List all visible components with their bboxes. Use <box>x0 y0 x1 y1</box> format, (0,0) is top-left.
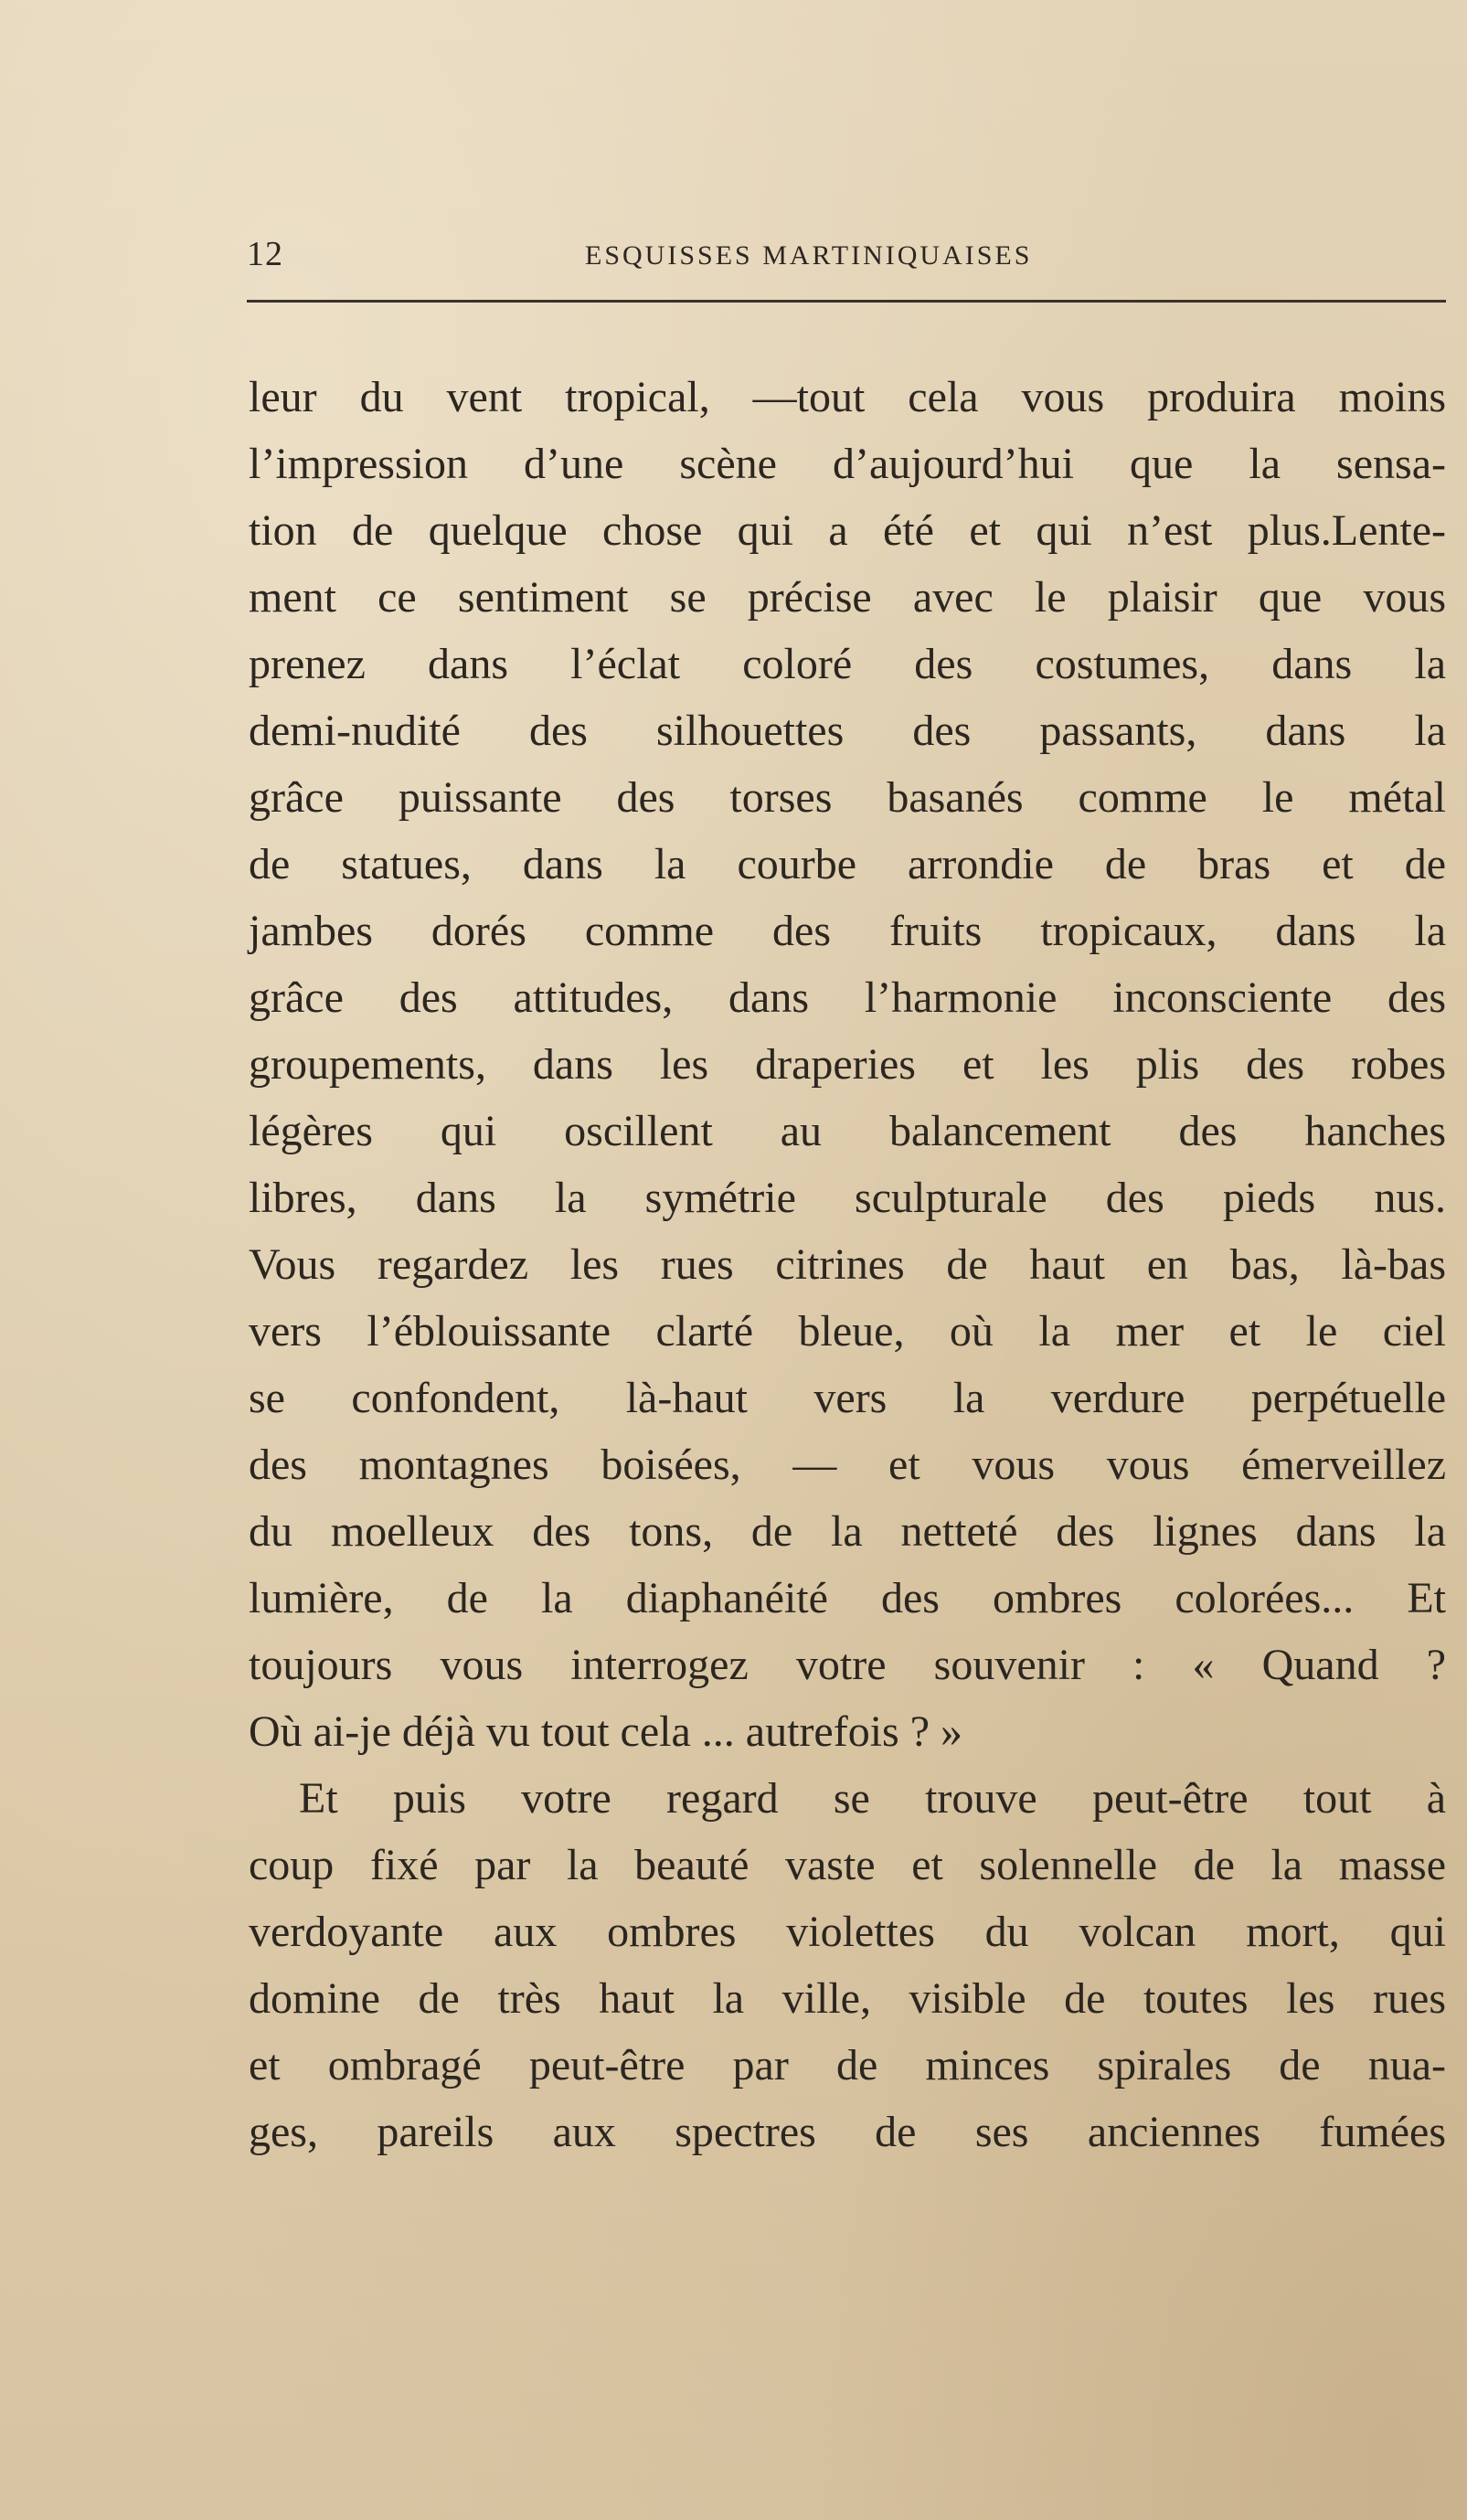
text-line: ment ce sentiment se précise avec le plaisir que vous <box>249 573 1446 622</box>
text-line: et ombragé peut-être par de minces spirales de nua- <box>249 2041 1446 2089</box>
text-line: l’impression d’une scène d’aujourd’hui que la sensa- <box>249 440 1446 488</box>
text-line: grâce des attitudes, dans l’harmonie inconsciente des <box>249 973 1446 1022</box>
text-line: lumière, de la diaphanéité des ombres colorées... Et <box>249 1574 1446 1622</box>
text-line: verdoyante aux ombres violettes du volcan mort, qui <box>249 1908 1446 1956</box>
text-line: se confondent, là-haut vers la verdure perpétuelle <box>249 1374 1446 1422</box>
text-line: coup fixé par la beauté vaste et solennelle de la masse <box>249 1841 1446 1889</box>
text-line: ges, pareils aux spectres de ses anciennes fumées <box>249 2108 1446 2156</box>
text-line: toujours vous interrogez votre souvenir : « Quand ? <box>249 1641 1446 1689</box>
text-line: vers l’éblouissante clarté bleue, où la mer et le ciel <box>249 1307 1446 1356</box>
page-number: 12 <box>247 235 283 273</box>
text-line: légères qui oscillent au balancement des hanches <box>249 1107 1446 1155</box>
running-title: ESQUISSES MARTINIQUAISES <box>585 240 1033 271</box>
text-line: tion de quelque chose qui a été et qui n’est plus.Lente- <box>249 506 1446 555</box>
text-line: grâce puissante des torses basanés comme le métal <box>249 773 1446 822</box>
text-line: Vous regardez les rues citrines de haut en bas, là-bas <box>249 1240 1446 1289</box>
text-line: libres, dans la symétrie sculpturale des pieds nus. <box>249 1174 1446 1222</box>
text-line: demi-nudité des silhouettes des passants, dans la <box>249 707 1446 755</box>
text-line: de statues, dans la courbe arrondie de bras et de <box>249 840 1446 888</box>
text-line: des montagnes boisées, — et vous vous émerveillez <box>249 1441 1446 1489</box>
text-line: groupements, dans les draperies et les plis des robes <box>249 1040 1446 1089</box>
text-line: Où ai-je déjà vu tout cela ... autrefois ? » <box>249 1707 963 1756</box>
text-line: leur du vent tropical, —tout cela vous produira moins <box>249 373 1446 421</box>
header-rule <box>247 300 1446 303</box>
text-line: prenez dans l’éclat coloré des costumes, dans la <box>249 640 1446 688</box>
text-line: jambes dorés comme des fruits tropicaux, dans la <box>249 907 1446 955</box>
running-head <box>247 232 1446 287</box>
text-line: Et puis votre regard se trouve peut-être tout à <box>299 1774 1446 1823</box>
text-line: domine de très haut la ville, visible de toutes les rues <box>249 1974 1446 2023</box>
text-line: du moelleux des tons, de la netteté des lignes dans la <box>249 1507 1446 1556</box>
body-text <box>249 364 1446 2165</box>
